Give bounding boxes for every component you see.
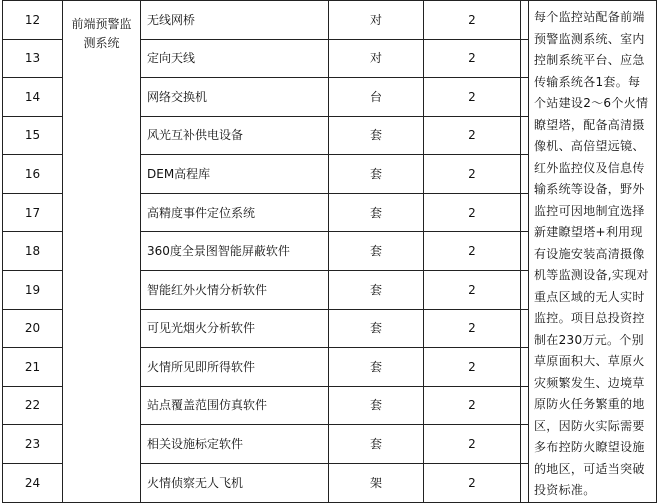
spacer-cell [521, 39, 529, 78]
spacer-cell [521, 386, 529, 425]
equipment-name: 网络交换机 [141, 78, 329, 117]
spacer-cell [521, 463, 529, 502]
table-row [3, 1, 657, 40]
system-name-cell [63, 1, 141, 503]
equipment-unit: 套 [329, 425, 424, 464]
spacer-cell [521, 425, 529, 464]
equipment-name: DEM高程库 [141, 155, 329, 194]
equipment-quantity: 2 [424, 232, 521, 271]
equipment-unit: 套 [329, 309, 424, 348]
equipment-unit: 套 [329, 232, 424, 271]
spacer-cell [521, 155, 529, 194]
equipment-unit: 对 [329, 1, 424, 40]
equipment-name: 无线网桥 [141, 1, 329, 40]
spacer-cell [521, 1, 529, 40]
equipment-unit: 台 [329, 78, 424, 117]
equipment-quantity: 2 [424, 78, 521, 117]
row-number: 20 [3, 309, 63, 348]
equipment-name: 站点覆盖范围仿真软件 [141, 386, 329, 425]
row-number: 19 [3, 270, 63, 309]
equipment-unit: 对 [329, 39, 424, 78]
spacer-cell [521, 348, 529, 387]
equipment-quantity: 2 [424, 193, 521, 232]
equipment-quantity: 2 [424, 425, 521, 464]
equipment-name: 火情所见即所得软件 [141, 348, 329, 387]
equipment-name: 定向天线 [141, 39, 329, 78]
spacer-cell [521, 116, 529, 155]
spacer-cell [521, 232, 529, 271]
system-name: 前端预警监测系统 [71, 17, 132, 50]
equipment-name: 可见光烟火分析软件 [141, 309, 329, 348]
equipment-quantity: 2 [424, 39, 521, 78]
equipment-unit: 套 [329, 155, 424, 194]
equipment-quantity: 2 [424, 463, 521, 502]
row-number: 12 [3, 1, 63, 40]
equipment-table [2, 0, 657, 503]
spacer-cell [521, 78, 529, 117]
spacer-cell [521, 309, 529, 348]
equipment-quantity: 2 [424, 1, 521, 40]
equipment-unit: 套 [329, 348, 424, 387]
row-number: 18 [3, 232, 63, 271]
row-number: 23 [3, 425, 63, 464]
equipment-name: 360度全景图智能屏蔽软件 [141, 232, 329, 271]
equipment-unit: 套 [329, 193, 424, 232]
equipment-quantity: 2 [424, 155, 521, 194]
equipment-name: 相关设施标定软件 [141, 425, 329, 464]
row-number: 13 [3, 39, 63, 78]
row-number: 24 [3, 463, 63, 502]
equipment-unit: 架 [329, 463, 424, 502]
equipment-quantity: 2 [424, 348, 521, 387]
row-number: 22 [3, 386, 63, 425]
equipment-name: 风光互补供电设备 [141, 116, 329, 155]
equipment-unit: 套 [329, 386, 424, 425]
row-number: 14 [3, 78, 63, 117]
equipment-quantity: 2 [424, 116, 521, 155]
equipment-unit: 套 [329, 270, 424, 309]
row-number: 21 [3, 348, 63, 387]
row-number: 17 [3, 193, 63, 232]
spacer-cell [521, 193, 529, 232]
row-number: 15 [3, 116, 63, 155]
row-number: 16 [3, 155, 63, 194]
equipment-unit: 套 [329, 116, 424, 155]
equipment-quantity: 2 [424, 270, 521, 309]
equipment-name: 高精度事件定位系统 [141, 193, 329, 232]
equipment-name: 智能红外火情分析软件 [141, 270, 329, 309]
equipment-quantity: 2 [424, 386, 521, 425]
equipment-name: 火情侦察无人飞机 [141, 463, 329, 502]
spacer-cell [521, 270, 529, 309]
investment-note: 每个监控站配备前端预警监测系统、室内控制系统平台、应急传输系统各1套。每个站建设2～6个火情瞭望塔，配备高清摄像机、高倍望远镜、红外监控仪及信息传输系统等设备，野外监控可因地制宜选择新建瞭望塔+利用现有设施安装高清摄像机等监测设备,实现对重点区域的无人实时监控。项目总投资控制在230万元。个别草原面积大、草原火灾频繁发生、边境草原防火任务繁重的地区，因防火实际需要多布控防火瞭望设施的地区，可适当突破投资标准。 [529, 1, 657, 503]
equipment-quantity: 2 [424, 309, 521, 348]
